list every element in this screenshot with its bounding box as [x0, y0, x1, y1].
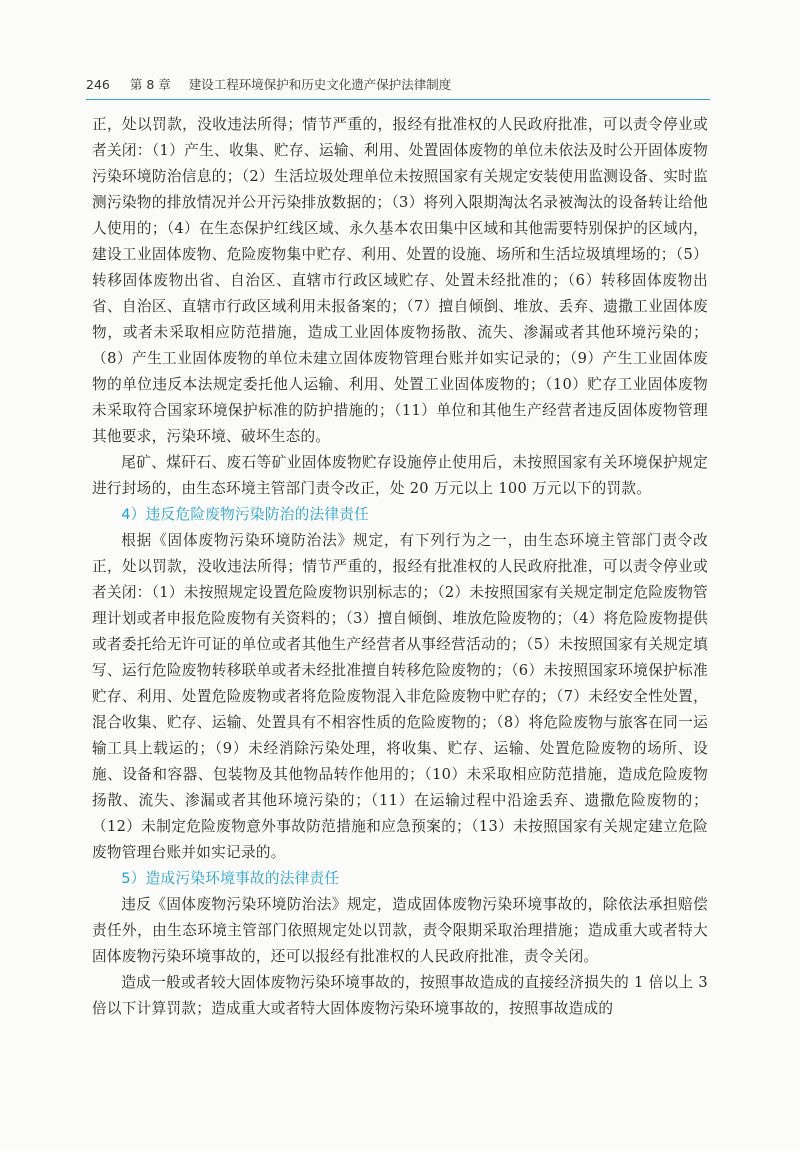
running-header — [86, 76, 706, 100]
section-heading-4: 4）违反危险废物污染防治的法律责任 — [121, 506, 370, 523]
paragraph-continued: 正，处以罚款，没收违法所得；情节严重的，报经有批准权的人民政府批准，可以责令停业或者关闭：（1）产生、收集、贮存、运输、利用、处置固体废物的单位未依法及时公开固体废物污染环境防治信息的；（2）生活垃圾处理单位未按照国家有关规定安装使用监测设备、实时监测污染物的排放情况并公开污染排放数据的；（3）将列入限期淘汰名录被淘汰的设备转让给他人使用的；（4）在生态保护红线区域、永久基本农田集中区域和其他需要特别保护的区域内，建设工业固体废物、危险废物集中贮存、利用、处置的设施、场所和生活垃圾填埋场的；（5）转移固体废物出省、自治区、直辖市行政区域贮存、处置未经批准的；（6）转移固体废物出省、自治区、直辖市行政区域利用未报备案的；（7）擅自倾倒、堆放、丢弃、遗撒工业固体废物，或者未采取相应防范措施，造成工业固体废物扬散、流失、渗漏或者其他环境污染的；（8）产生工业固体废物的单位未建立固体废物管理台账并如实记录的；（9）产生工业固体废物的单位违反本法规定委托他人运输、利用、处置工业固体废物的；（10）贮存工业固体废物未采取符合国家环境保护标准的防护措施的；（11）单位和其他生产经营者违反固体废物管理其他要求，污染环境、破坏生态的。 — [92, 116, 708, 445]
page-number: 246 — [86, 77, 110, 92]
paragraph-hazardous-waste: 根据《固体废物污染环境防治法》规定，有下列行为之一，由生态环境主管部门责令改正，处以罚款，没收违法所得；情节严重的，报经有批准权的人民政府批准，可以责令停业或者关闭：（1）未按照规定设置危险废物识别标志的；（2）未按照国家有关规定制定危险废物管理计划或者申报危险废物有关资料的；（3）擅自倾倒、堆放危险废物的；（4）将危险废物提供或者委托给无许可证的单位或者其他生产经营者从事经营活动的；（5）未按照国家有关规定填写、运行危险废物转移联单或者未经批准擅自转移危险废物的；（6）未按照国家环境保护标准贮存、利用、处置危险废物或者将危险废物混入非危险废物中贮存的；（7）未经安全性处置，混合收集、贮存、运输、处置具有不相容性质的危险废物的；（8）将危险废物与旅客在同一运输工具上载运的；（9）未经消除污染处理，将收集、贮存、运输、处置危险废物的场所、设施、设备和容器、包装物及其他物品转作他用的；（10）未采取相应防范措施，造成危险废物扬散、流失、渗漏或者其他环境污染的；（11）在运输过程中沿途丢弃、遗撒危险废物的；（12）未制定危险废物意外事故防范措施和应急预案的；（13）未按照国家有关规定建立危险废物管理台账并如实记录的。 — [92, 532, 708, 861]
section-heading-5: 5）造成污染环境事故的法律责任 — [121, 870, 340, 887]
paragraph-tailings: 尾矿、煤矸石、废石等矿业固体废物贮存设施停止使用后，未按照国家有关环境保护规定进行封场的，由生态环境主管部门责令改正，处 20 万元以上 100 万元以下的罚款。 — [92, 454, 708, 497]
header-rule — [86, 99, 710, 100]
page-body — [92, 112, 708, 1022]
paragraph-pollution-accident: 违反《固体废物污染环境防治法》规定，造成固体废物污染环境事故的，除依法承担赔偿责任外，由生态环境主管部门依照规定处以罚款，责令限期采取治理措施；造成重大或者特大固体废物污染环境事故的，还可以报经有批准权的人民政府批准，责令关闭。 — [92, 896, 708, 965]
chapter-label: 第 8 章 — [129, 77, 171, 92]
paragraph-fine-calculation: 造成一般或者较大固体废物污染环境事故的，按照事故造成的直接经济损失的 1 倍以上 3 倍以下计算罚款；造成重大或者特大固体废物污染环境事故的，按照事故造成的 — [92, 974, 708, 1017]
chapter-title: 建设工程环境保护和历史文化遗产保护法律制度 — [188, 77, 452, 92]
